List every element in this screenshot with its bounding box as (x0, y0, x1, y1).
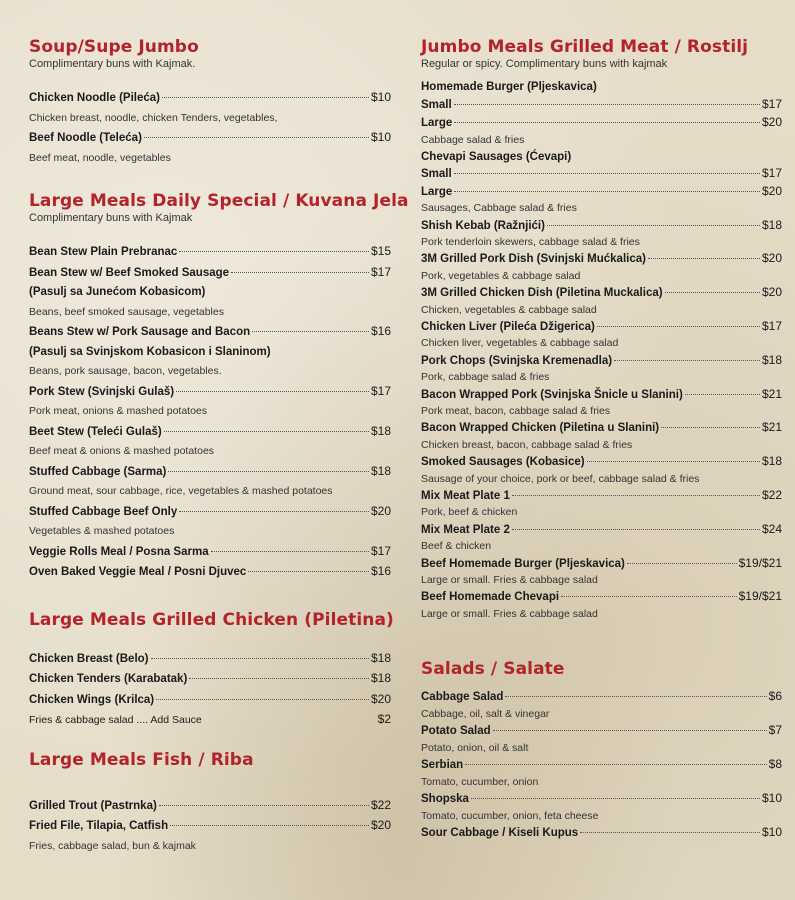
right-column (421, 36, 782, 842)
menu-item (29, 242, 391, 263)
item-price: $6 (768, 689, 782, 704)
leader-dots (465, 764, 766, 765)
item-name: Large (421, 185, 453, 198)
item-price: $10 (761, 825, 782, 840)
item-price: $21 (761, 420, 782, 435)
section-title: Large Meals Fish / Riba (29, 749, 254, 770)
item-price: $15 (370, 244, 391, 258)
leader-dots (164, 431, 369, 432)
item-price: $10 (761, 791, 782, 806)
leader-dots (454, 122, 760, 123)
leader-dots (547, 225, 760, 226)
item-name: 3M Grilled Chicken Dish (Piletina Muckalica) (421, 287, 663, 300)
item-name: Small (421, 168, 452, 180)
menu-item (421, 453, 782, 470)
item-price: $16 (370, 324, 391, 338)
menu-item (29, 562, 391, 583)
menu-item (29, 542, 391, 563)
item-description: Potato, onion, oil & salt (421, 741, 529, 754)
item-description: Cabbage, oil, salt & vinegar (421, 707, 550, 720)
leader-dots (151, 658, 369, 659)
item-description: Tomato, cucumber, onion (421, 775, 539, 788)
item-name: Bean Stew w/ Beef Smoked Sausage (29, 266, 230, 279)
leader-dots (471, 798, 760, 799)
leader-dots (454, 173, 760, 174)
menu-item (421, 824, 782, 842)
menu-item (421, 96, 782, 114)
item-description: Chicken liver, vegetables & cabbage salad (421, 337, 619, 350)
section-soup (29, 36, 391, 168)
menu-item (29, 382, 391, 403)
item-price: $22 (370, 797, 391, 812)
menu-item (29, 88, 391, 109)
leader-dots (493, 730, 767, 731)
section-subtitle: Regular or spicy. Complimentary buns with kajmak (421, 58, 668, 70)
menu-item (421, 217, 782, 234)
item-group-heading: Homemade Burger (Pljeskavica) (421, 81, 597, 93)
item-name: Bacon Wrapped Pork (Svinjska Šnicle u Slanini) (421, 388, 683, 401)
item-name: Veggie Rolls Meal / Posna Sarma (29, 545, 209, 558)
item-name: Shish Kebab (Ražnjići) (421, 219, 545, 232)
menu-item (29, 263, 391, 284)
item-price: $20 (761, 183, 782, 198)
item-subname: (Pasulj sa Svinjskom Kobasicon i Slaninom) (29, 345, 271, 358)
leader-dots (231, 272, 369, 273)
item-description: Pork, beef & chicken (421, 506, 518, 519)
item-name: Chicken Liver (Pileća Džigerica) (421, 320, 595, 333)
item-price: $19/$21 (738, 555, 782, 570)
menu-item (421, 722, 782, 740)
item-name: Chicken Breast (Belo) (29, 652, 149, 665)
leader-dots (176, 391, 369, 392)
item-name: Stuffed Cabbage (Sarma) (29, 465, 167, 478)
leader-dots (614, 360, 760, 361)
leader-dots (454, 104, 760, 105)
item-price: $20 (761, 285, 782, 300)
item-price: $18 (370, 650, 391, 665)
item-name: Fries & cabbage salad .... Add Sauce (29, 714, 202, 726)
menu-item (421, 183, 782, 201)
item-price: $10 (370, 90, 391, 104)
menu-item (421, 588, 782, 605)
item-name: Potato Salad (421, 725, 491, 738)
menu-item (421, 250, 782, 267)
item-name: Grilled Trout (Pastrnka) (29, 799, 157, 812)
section-title: Large Meals Grilled Chicken (Piletina) (29, 609, 394, 630)
item-price: $2 (377, 712, 391, 726)
item-price: $8 (768, 757, 782, 772)
item-description: Beans, beef smoked sausage, vegetables (29, 305, 224, 318)
item-name: Stuffed Cabbage Beef Only (29, 505, 178, 518)
menu-item (29, 322, 391, 343)
menu-item (29, 128, 391, 149)
menu-item (421, 419, 782, 436)
item-description: Pork, cabbage salad & fries (421, 371, 550, 384)
section-salads (421, 658, 782, 842)
leader-dots (627, 563, 737, 564)
section-fish (29, 749, 391, 857)
leader-dots (685, 394, 760, 395)
item-price: $18 (761, 454, 782, 469)
leader-dots (162, 97, 369, 98)
item-description: Beans, pork sausage, bacon, vegetables. (29, 365, 222, 377)
leader-dots (189, 678, 369, 679)
item-name: Beef Homemade Chevapi (421, 591, 560, 604)
item-price: $17 (761, 318, 782, 333)
leader-dots (211, 551, 369, 552)
leader-dots (179, 511, 369, 512)
section-daily-special (29, 190, 409, 583)
item-name: Chicken Noodle (Pileća) (29, 92, 161, 104)
item-description: Fries, cabbage salad, bun & kajmak (29, 839, 196, 852)
item-price: $18 (370, 463, 391, 478)
item-price: $17 (761, 166, 782, 180)
section-jumbo-grill (421, 36, 782, 622)
menu-item (29, 649, 391, 670)
menu-item (29, 816, 391, 837)
section-title: Large Meals Daily Special / Kuvana Jela (29, 191, 409, 211)
item-price: $18 (761, 352, 782, 367)
item-description: Ground meat, sour cabbage, rice, vegetables & mashed potatoes (29, 485, 333, 497)
salad-items-list (421, 688, 782, 842)
item-name: Bacon Wrapped Chicken (Piletina u Slanini) (421, 422, 660, 435)
item-price: $17 (761, 97, 782, 111)
item-price: $18 (761, 217, 782, 232)
item-description: Beef meat & onions & mashed potatoes (29, 445, 215, 457)
item-price: $21 (761, 386, 782, 401)
menu-item (29, 422, 391, 443)
menu-item (421, 165, 782, 183)
leader-dots (252, 331, 369, 332)
item-name: Small (421, 99, 452, 111)
item-price: $20 (761, 115, 782, 129)
leader-dots (561, 596, 737, 597)
leader-dots (580, 832, 760, 833)
item-price: $19/$21 (738, 589, 782, 604)
item-name: Bean Stew Plain Prebranac (29, 246, 178, 258)
leader-dots (512, 529, 760, 530)
menu-item (29, 690, 391, 711)
leader-dots (648, 258, 760, 259)
left-column (29, 36, 409, 856)
item-subname: (Pasulj sa Junećom Kobasicom) (29, 286, 206, 298)
item-description: Pork meat, onions & mashed potatoes (29, 405, 208, 417)
menu-item (29, 502, 391, 523)
item-name: Oven Baked Veggie Meal / Posni Djuvec (29, 566, 247, 578)
menu-item (29, 462, 391, 483)
section-subtitle: Complimentary buns with Kajmak. (29, 58, 196, 70)
leader-dots (512, 495, 760, 496)
item-name: Pork Chops (Svinjska Kremenadla) (421, 354, 613, 367)
leader-dots (144, 137, 369, 138)
leader-dots (587, 461, 760, 462)
item-description: Chicken breast, bacon, cabbage salad & fries (421, 438, 633, 451)
leader-dots (597, 326, 760, 327)
item-description: Tomato, cucumber, onion, feta cheese (421, 809, 599, 822)
item-description: Beef & chicken (421, 540, 492, 553)
item-name: Pork Stew (Svinjski Gulaš) (29, 385, 175, 398)
item-description: Sausage of your choice, pork or beef, cabbage salad & fries (421, 472, 700, 485)
section-subtitle: Complimentary buns with Kajmak (29, 212, 193, 224)
leader-dots (170, 825, 369, 826)
item-description: Chicken breast, noodle, chicken Tenders, vegetables, (29, 111, 278, 124)
item-description: Sausages, Cabbage salad & fries (421, 202, 577, 214)
item-description: Large or small. Fries & cabbage salad (421, 574, 598, 587)
item-price: $17 (370, 383, 391, 398)
menu-item (29, 669, 391, 690)
item-name: Fried File, Tilapia, Catfish (29, 820, 169, 832)
item-name: Chicken Tenders (Karabatak) (29, 673, 188, 685)
leader-dots (159, 805, 369, 806)
item-price: $18 (370, 423, 391, 438)
item-name: 3M Grilled Pork Dish (Svinjski Mućkalica) (421, 253, 646, 266)
item-price: $16 (370, 564, 391, 578)
item-price: $24 (761, 521, 782, 536)
item-price: $17 (370, 264, 391, 279)
leader-dots (248, 571, 369, 572)
section-title: Jumbo Meals Grilled Meat / Rostilj (421, 37, 749, 57)
menu-item (421, 352, 782, 369)
item-description: Large or small. Fries & cabbage salad (421, 607, 598, 620)
item-name: Chicken Wings (Krilca) (29, 693, 155, 706)
item-name: Beet Stew (Teleći Gulaš) (29, 425, 162, 438)
leader-dots (505, 696, 766, 697)
item-name: Beef Homemade Burger (Pljeskavica) (421, 557, 625, 570)
item-name: Mix Meat Plate 1 (421, 490, 510, 502)
item-price: $17 (370, 543, 391, 558)
section-title: Soup/Supe Jumbo (29, 37, 199, 57)
item-price: $20 (370, 503, 391, 518)
menu-item (421, 318, 782, 335)
menu-item (421, 790, 782, 808)
item-name: Serbian (421, 759, 464, 772)
menu-item (29, 796, 391, 817)
jumbo-items-list (421, 217, 782, 623)
item-price: $22 (761, 488, 782, 502)
menu-item (421, 284, 782, 301)
leader-dots (179, 251, 369, 252)
item-price: $18 (370, 671, 391, 685)
item-name: Beans Stew w/ Pork Sausage and Bacon (29, 326, 251, 338)
item-description: Cabbage salad & fries (421, 134, 525, 146)
leader-dots (454, 191, 760, 192)
section-title: Salads / Salate (421, 659, 565, 680)
item-description: Vegetables & mashed potatoes (29, 525, 175, 537)
item-name: Shopska (421, 793, 469, 806)
leader-dots (156, 699, 369, 700)
menu-item (421, 487, 782, 504)
item-price: $20 (761, 251, 782, 266)
section-grilled-chicken (29, 609, 394, 731)
menu-item (421, 688, 782, 706)
item-name: Cabbage Salad (421, 691, 504, 704)
menu-item (421, 386, 782, 403)
item-description: Beef meat, noodle, vegetables (29, 151, 171, 164)
item-price: $20 (370, 691, 391, 706)
item-description: Pork meat, bacon, cabbage salad & fries (421, 404, 611, 417)
leader-dots (168, 471, 369, 472)
menu-item-addon (29, 710, 391, 731)
menu-item (421, 555, 782, 572)
menu-item (421, 756, 782, 774)
item-name: Beef Noodle (Teleća) (29, 132, 142, 144)
item-name: Large (421, 117, 453, 129)
item-group-heading: Chevapi Sausages (Ćevapi) (421, 150, 572, 163)
menu-item (421, 521, 782, 538)
item-description: Pork, vegetables & cabbage salad (421, 269, 581, 282)
item-price: $20 (370, 818, 391, 832)
leader-dots (665, 292, 760, 293)
item-description: Pork tenderloin skewers, cabbage salad & fries (421, 235, 640, 248)
menu-item (421, 114, 782, 132)
item-name: Sour Cabbage / Kiseli Kupus (421, 827, 579, 840)
item-description: Chicken, vegetables & cabbage salad (421, 303, 597, 316)
item-price: $7 (768, 723, 782, 738)
item-name: Mix Meat Plate 2 (421, 523, 510, 536)
item-name: Smoked Sausages (Kobasice) (421, 456, 585, 469)
leader-dots (661, 427, 760, 428)
item-price: $10 (370, 130, 391, 144)
